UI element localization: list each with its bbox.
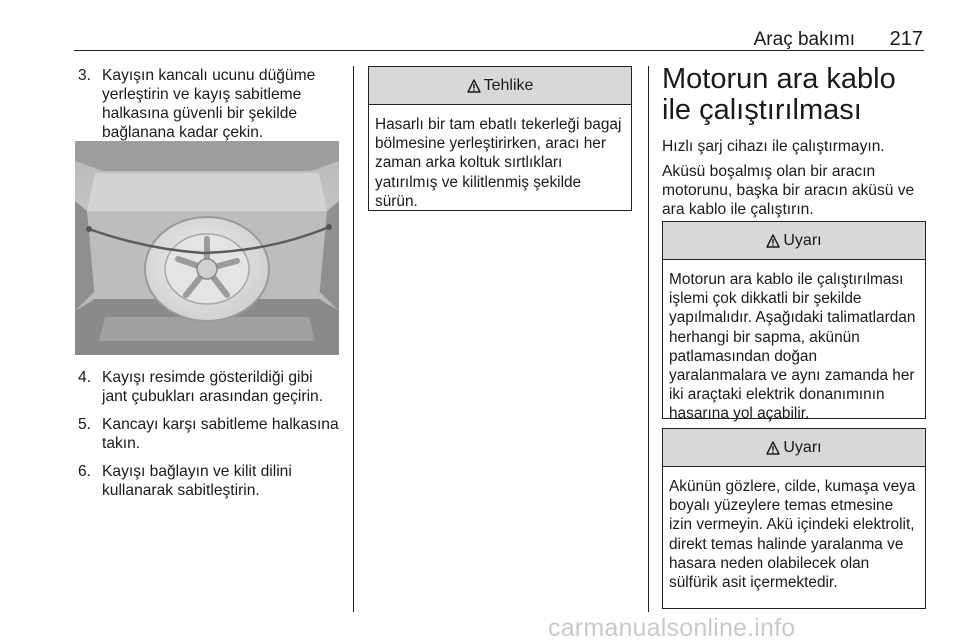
warning-box-header [663,429,925,467]
column-divider [353,66,354,612]
warning-box-title: Uyarı [783,438,822,456]
warning-triangle-icon [467,79,481,93]
page-header [0,0,960,50]
warning-box-body: Motorun ara kablo ile çalıştırılması işlemi çok dikkatli bir şekilde yapılmalıdır. Aşağıdaki talimatlardan herhangi bir sapma, akünün patlamasından doğan yaralanmalara ve aynı zamanda her iki araçtaki elektrik donanımının hasarına yol açabilir. [669,271,916,423]
step-text: Kayışın kancalı ucunu düğüme yerleştirin ve kayış sabitleme halkasına güvenli bir şekilde bağlanana kadar çekin. [102,67,316,141]
list-item [78,66,340,142]
warning-triangle-icon [766,234,780,248]
step-number: 4. [78,369,92,386]
danger-box-header [369,67,631,105]
warning-box-title: Uyarı [783,231,822,249]
paragraph: Aküsü boşalmış olan bir aracın motorunu, başka bir aracın aküsü ve ara kablo ile çalıştırın. [662,163,915,218]
step-number: 5. [78,416,92,433]
section-heading: Motorun ara kablo ile çalıştırılması [662,63,896,126]
step-text: Kayışı bağlayın ve kilit dilini kullanarak sabitleştirin. [102,463,292,499]
trunk-spare-wheel-illustration [75,141,339,355]
warning-box-body: Akünün gözlere, cilde, kumaşa veya boyalı yüzeylere temas etmesine izin vermeyin. Akü içindeki elektrolit, direkt temas halinde yaralanma ve hasara neden olabilecek olan sülfürik asit içermektedir. [669,478,916,592]
header-rule [74,50,924,51]
warning-box [662,428,926,609]
warning-box [662,221,926,423]
spare-wheel-photo [75,141,339,355]
step-text: Kancayı karşı sabitleme halkasına takın. [102,416,339,452]
page-number: 217 [889,28,923,50]
list-item [78,462,340,500]
step-number: 3. [78,67,92,84]
list-item [78,415,340,453]
warning-box-header [663,222,925,260]
paragraph: Hızlı şarj cihazı ile çalıştırmayın. [662,138,885,155]
step-text: Kayışı resimde gösterildiği gibi jant çubukları arasından geçirin. [102,369,324,405]
danger-box-title: Tehlike [483,76,534,94]
section-title: Araç bakımı [753,29,855,50]
danger-box [368,66,632,211]
danger-box-body: Hasarlı bir tam ebatlı tekerleği bagaj bölmesine yerleştirirken, aracı her zaman arka koltuk sırtlıkları yatırılmış ve kilitlenmiş şekilde sürün. [375,116,622,210]
step-number: 6. [78,463,92,480]
list-item [78,368,340,406]
warning-triangle-icon [766,441,780,455]
steps-list-top [78,66,340,151]
steps-list-bottom [78,368,340,509]
column-divider [648,66,649,612]
watermark: carmanualsonline.info [548,614,796,642]
